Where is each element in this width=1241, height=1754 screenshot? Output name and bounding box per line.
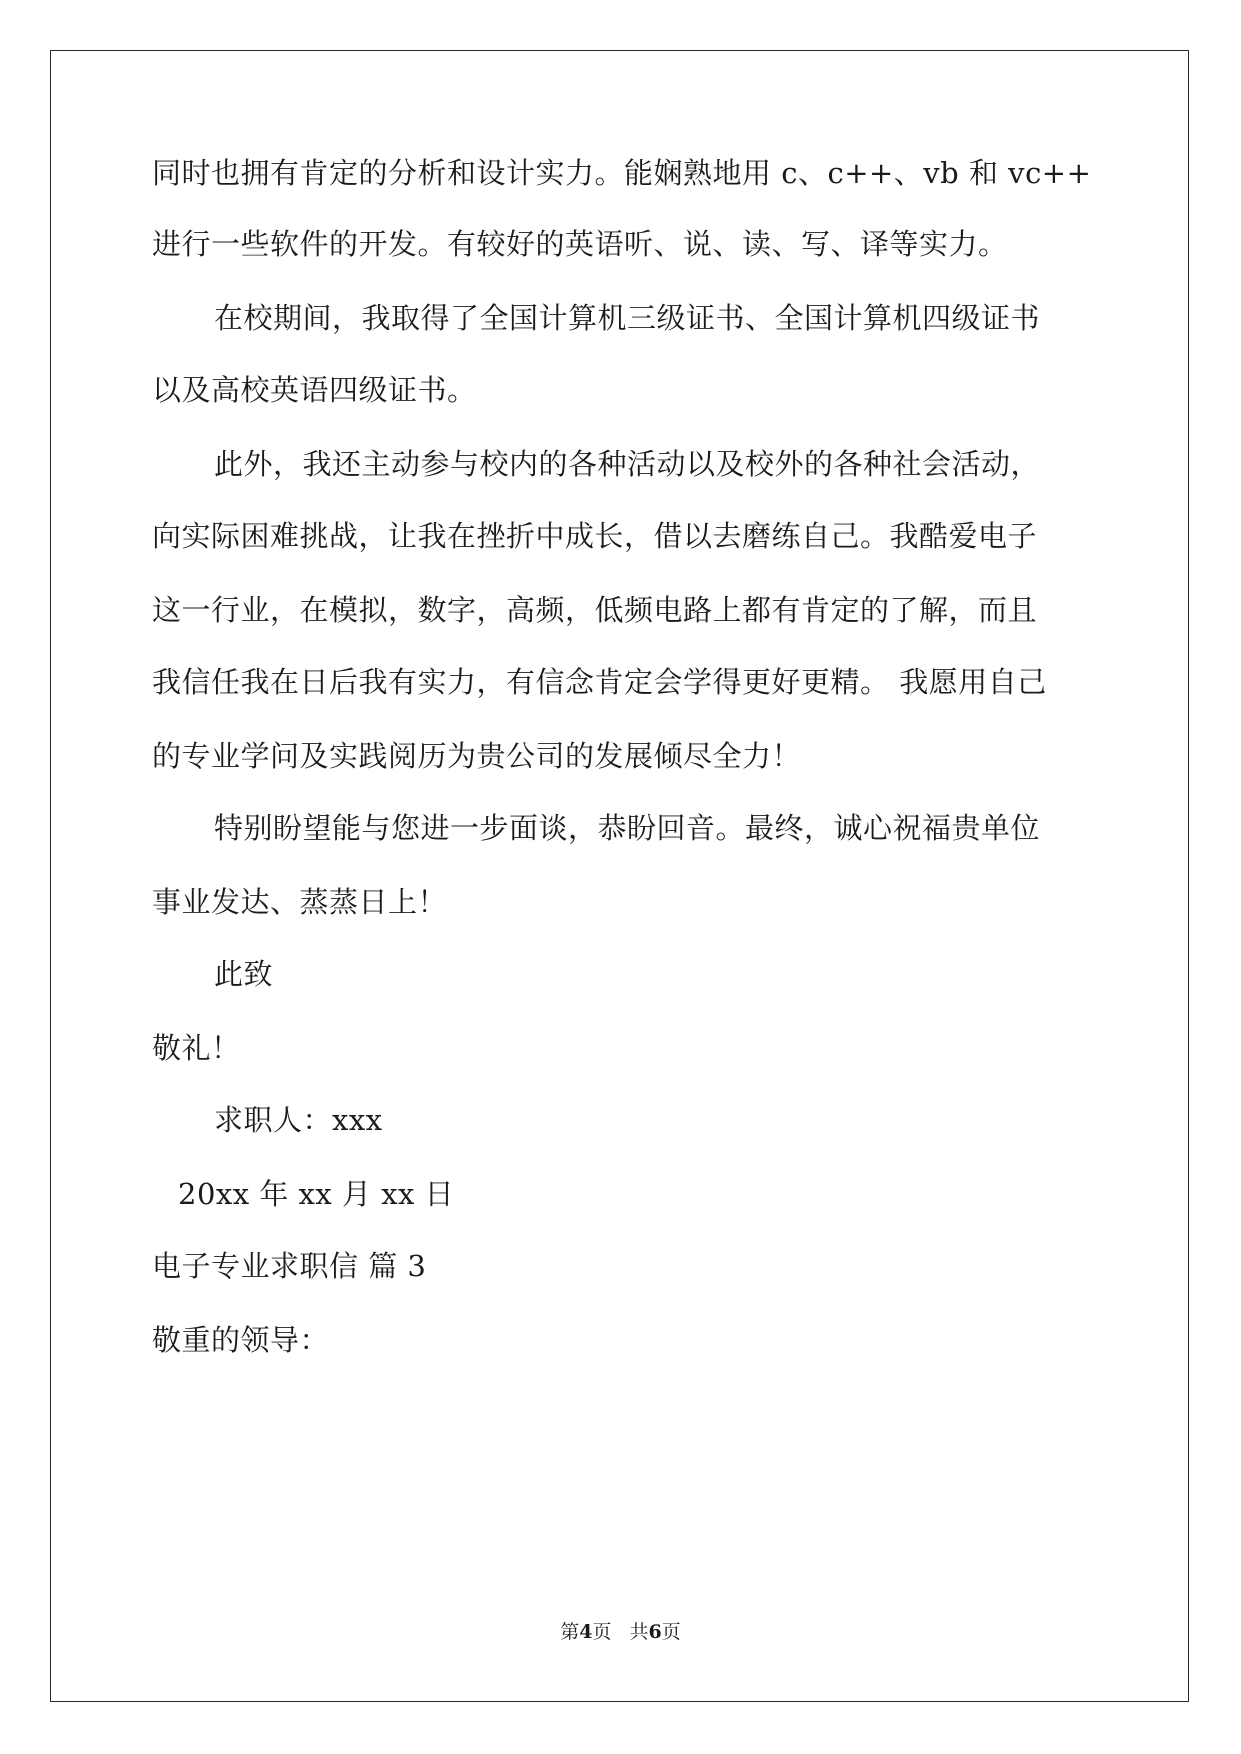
body-line-9: 的专业学问及实践阅历为贵公司的发展倾尽全力！ bbox=[152, 739, 802, 773]
closing-greeting: 此致 bbox=[214, 957, 274, 991]
body-line-5: 此外，我还主动参与校内的各种活动以及校外的各种社会活动， bbox=[214, 447, 1041, 481]
footer-total-suffix: 页 bbox=[661, 1621, 681, 1643]
footer-page-mid: 页 bbox=[592, 1621, 612, 1643]
applicant-signature: 求职人：xxx bbox=[214, 1103, 383, 1137]
footer-page-prefix: 第 bbox=[560, 1621, 580, 1643]
section-heading: 电子专业求职信 篇 3 bbox=[152, 1249, 427, 1283]
footer-total-pages: 6 bbox=[648, 1621, 662, 1643]
body-line-7: 这一行业，在模拟，数字，高频，低频电路上都有肯定的了解，而且 bbox=[152, 593, 1038, 627]
page-footer bbox=[0, 1620, 1241, 1644]
footer-current-page: 4 bbox=[579, 1621, 593, 1643]
body-line-6: 向实际困难挑战，让我在挫折中成长，借以去磨练自己。我酷爱电子 bbox=[152, 519, 1038, 553]
body-line-2: 进行一些软件的开发。有较好的英语听、说、读、写、译等实力。 bbox=[152, 227, 1008, 261]
body-line-3: 在校期间，我取得了全国计算机三级证书、全国计算机四级证书 bbox=[214, 301, 1041, 335]
body-line-10: 特别盼望能与您进一步面谈，恭盼回音。最终，诚心祝福贵单位 bbox=[214, 811, 1041, 845]
body-line-4: 以及高校英语四级证书。 bbox=[152, 373, 477, 407]
body-line-11: 事业发达、蒸蒸日上！ bbox=[152, 885, 448, 919]
body-line-8: 我信任我在日后我有实力，有信念肯定会学得更好更精。 我愿用自己 bbox=[152, 665, 1047, 699]
letter-date: 20xx 年 xx 月 xx 日 bbox=[178, 1177, 455, 1211]
footer-total-prefix: 共 bbox=[629, 1621, 649, 1643]
closing-salute: 敬礼！ bbox=[152, 1031, 241, 1065]
body-line-1: 同时也拥有肯定的分析和设计实力。能娴熟地用 c、c++、vb 和 vc++ bbox=[152, 156, 1092, 190]
salutation: 敬重的领导： bbox=[152, 1323, 330, 1357]
